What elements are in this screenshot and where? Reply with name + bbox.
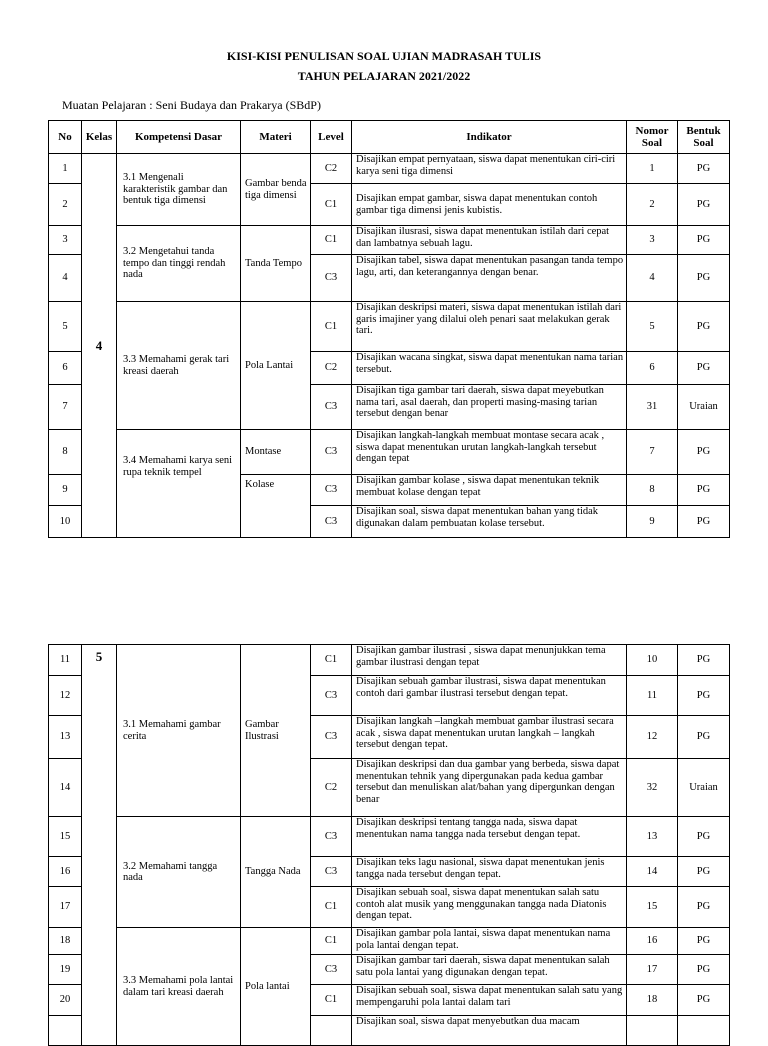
cell-no: 10 xyxy=(49,506,82,538)
cell-nomor-soal: 2 xyxy=(627,184,678,226)
header-row xyxy=(49,121,730,154)
cell-indikator: Disajikan gambar ilustrasi , siswa dapat menunjukkan tema gambar ilustrasi dengan tepat xyxy=(352,645,627,676)
cell-no: 16 xyxy=(49,857,82,887)
cell-indikator: Disajikan langkah –langkah membuat gambar ilustrasi secara acak , siswa dapat menentukan urutan langkah – langkah tersebut dengan tepat. xyxy=(352,716,627,759)
cell-nomor-soal: 32 xyxy=(627,759,678,817)
cell-kompetensi-dasar: 3.3 Memahami gerak tari kreasi daerah xyxy=(117,302,241,430)
header-level: Level xyxy=(311,121,352,154)
cell-nomor-soal: 3 xyxy=(627,226,678,255)
subject-line: Muatan Pelajaran : Seni Budaya dan Prakarya (SBdP) xyxy=(62,98,321,112)
cell-no: 11 xyxy=(49,645,82,676)
header-indikator: Indikator xyxy=(352,121,627,154)
header-bentuk-soal: Bentuk Soal xyxy=(678,121,730,154)
cell-nomor-soal: 16 xyxy=(627,928,678,955)
cell-materi: Tangga Nada xyxy=(241,817,311,928)
cell-bentuk-soal: PG xyxy=(678,255,730,302)
cell-no: 3 xyxy=(49,226,82,255)
cell-no: 4 xyxy=(49,255,82,302)
cell-level: C3 xyxy=(311,475,352,506)
cell-no: 17 xyxy=(49,887,82,928)
cell-level xyxy=(311,1016,352,1046)
cell-bentuk-soal: PG xyxy=(678,985,730,1016)
cell-no: 2 xyxy=(49,184,82,226)
cell-indikator: Disajikan gambar tari daerah, siswa dapat menentukan salah satu pola lantai yang digunakan dengan tepat. xyxy=(352,955,627,985)
cell-level: C3 xyxy=(311,255,352,302)
table-row xyxy=(49,154,730,184)
cell-kompetensi-dasar: 3.4 Memahami karya seni rupa teknik tempel xyxy=(117,430,241,538)
table-row xyxy=(49,645,730,676)
cell-nomor-soal: 11 xyxy=(627,676,678,716)
header-materi: Materi xyxy=(241,121,311,154)
cell-bentuk-soal xyxy=(678,1016,730,1046)
cell-bentuk-soal: PG xyxy=(678,430,730,475)
cell-materi: Pola Lantai xyxy=(241,302,311,430)
cell-no: 1 xyxy=(49,154,82,184)
cell-bentuk-soal: PG xyxy=(678,817,730,857)
cell-indikator: Disajikan gambar kolase , siswa dapat menentukan teknik membuat kolase dengan tepat xyxy=(352,475,627,506)
cell-materi: Montase xyxy=(241,430,311,475)
cell-level: C3 xyxy=(311,955,352,985)
cell-level: C1 xyxy=(311,226,352,255)
cell-level: C2 xyxy=(311,759,352,817)
cell-kompetensi-dasar: 3.1 Mengenali karakteristik gambar dan bentuk tiga dimensi xyxy=(117,154,241,226)
cell-level: C1 xyxy=(311,302,352,352)
cell-level: C1 xyxy=(311,645,352,676)
cell-indikator: Disajikan sebuah soal, siswa dapat menentukan salah satu yang mempengaruhi pola lantai dalam tari xyxy=(352,985,627,1016)
table-row xyxy=(49,817,730,857)
cell-bentuk-soal: PG xyxy=(678,154,730,184)
cell-indikator: Disajikan deskripsi materi, siswa dapat menentukan istilah dari garis imajiner yang dilalui oleh penari saat melakukan gerak tari. xyxy=(352,302,627,352)
cell-bentuk-soal: PG xyxy=(678,716,730,759)
cell-nomor-soal: 1 xyxy=(627,154,678,184)
cell-nomor-soal: 13 xyxy=(627,817,678,857)
cell-bentuk-soal: PG xyxy=(678,857,730,887)
header-kelas: Kelas xyxy=(82,121,117,154)
cell-level: C1 xyxy=(311,985,352,1016)
cell-indikator: Disajikan deskripsi dan dua gambar yang berbeda, siswa dapat menentukan tehnik yang dipergunakan pada kedua gambar tersebut dan menuliskan alat/bahan yang dipergunkan dengan benar xyxy=(352,759,627,817)
cell-bentuk-soal: PG xyxy=(678,184,730,226)
cell-level: C2 xyxy=(311,352,352,385)
cell-nomor-soal: 12 xyxy=(627,716,678,759)
cell-level: C1 xyxy=(311,184,352,226)
cell-indikator: Disajikan empat gambar, siswa dapat menentukan contoh gambar tiga dimensi jenis kubistis. xyxy=(352,184,627,226)
cell-bentuk-soal: PG xyxy=(678,955,730,985)
cell-bentuk-soal: PG xyxy=(678,928,730,955)
cell-level: C3 xyxy=(311,676,352,716)
cell-level: C3 xyxy=(311,430,352,475)
cell-no: 13 xyxy=(49,716,82,759)
cell-level: C3 xyxy=(311,857,352,887)
cell-level: C2 xyxy=(311,154,352,184)
cell-materi: Kolase xyxy=(241,475,311,538)
kisi-table-kelas-5 xyxy=(48,644,730,1046)
cell-indikator: Disajikan langkah-langkah membuat montase secara acak , siswa dapat menentukan urutan langkah-langkah tersebut dengan tepat xyxy=(352,430,627,475)
table-row xyxy=(49,302,730,352)
cell-indikator: Disajikan teks lagu nasional, siswa dapat menentukan jenis tangga nada tersebut dengan tepat. xyxy=(352,857,627,887)
cell-kelas: 5 xyxy=(82,645,117,1046)
cell-no: 20 xyxy=(49,985,82,1016)
document-year: TAHUN PELAJARAN 2021/2022 xyxy=(297,69,471,83)
cell-bentuk-soal: PG xyxy=(678,226,730,255)
kisi-table-kelas-4 xyxy=(48,120,730,538)
header-nomor-soal: Nomor Soal xyxy=(627,121,678,154)
cell-materi: Pola lantai xyxy=(241,928,311,1046)
cell-no: 18 xyxy=(49,928,82,955)
cell-bentuk-soal: PG xyxy=(678,302,730,352)
cell-nomor-soal: 31 xyxy=(627,385,678,430)
document-title: KISI-KISI PENULISAN SOAL UJIAN MADRASAH TULIS xyxy=(226,49,542,63)
cell-level: C3 xyxy=(311,385,352,430)
table-row xyxy=(49,928,730,955)
cell-nomor-soal: 5 xyxy=(627,302,678,352)
cell-bentuk-soal: PG xyxy=(678,506,730,538)
cell-kompetensi-dasar: 3.2 Memahami tangga nada xyxy=(117,817,241,928)
cell-no: 8 xyxy=(49,430,82,475)
cell-nomor-soal: 7 xyxy=(627,430,678,475)
cell-nomor-soal: 9 xyxy=(627,506,678,538)
cell-indikator: Disajikan empat pernyataan, siswa dapat menentukan ciri-ciri karya seni tiga dimensi xyxy=(352,154,627,184)
cell-indikator: Disajikan gambar pola lantai, siswa dapat menentukan nama pola lantai dengan tepat. xyxy=(352,928,627,955)
cell-indikator: Disajikan tabel, siswa dapat menentukan pasangan tanda tempo lagu, arti, dan keterangannya dengan benar. xyxy=(352,255,627,302)
cell-nomor-soal: 15 xyxy=(627,887,678,928)
cell-kompetensi-dasar: 3.2 Mengetahui tanda tempo dan tinggi rendah nada xyxy=(117,226,241,302)
cell-level: C1 xyxy=(311,928,352,955)
cell-kelas: 4 xyxy=(82,154,117,538)
cell-nomor-soal: 8 xyxy=(627,475,678,506)
cell-level: C1 xyxy=(311,887,352,928)
cell-nomor-soal: 17 xyxy=(627,955,678,985)
cell-bentuk-soal: Uraian xyxy=(678,385,730,430)
cell-nomor-soal: 10 xyxy=(627,645,678,676)
cell-no xyxy=(49,1016,82,1046)
cell-nomor-soal xyxy=(627,1016,678,1046)
cell-no: 19 xyxy=(49,955,82,985)
cell-no: 5 xyxy=(49,302,82,352)
cell-indikator: Disajikan tiga gambar tari daerah, siswa dapat meyebutkan nama tari, asal daerah, dan properti masing-masing tarian tersebut dengan benar xyxy=(352,385,627,430)
cell-indikator: Disajikan soal, siswa dapat menyebutkan dua macam xyxy=(352,1016,627,1046)
cell-no: 15 xyxy=(49,817,82,857)
cell-no: 6 xyxy=(49,352,82,385)
cell-materi: Gambar Ilustrasi xyxy=(241,645,311,817)
cell-no: 14 xyxy=(49,759,82,817)
cell-no: 7 xyxy=(49,385,82,430)
cell-materi: Gambar benda tiga dimensi xyxy=(241,154,311,226)
cell-materi: Tanda Tempo xyxy=(241,226,311,302)
cell-kompetensi-dasar: 3.1 Memahami gambar cerita xyxy=(117,645,241,817)
cell-indikator: Disajikan soal, siswa dapat menentukan bahan yang tidak digunakan dalam pembuatan kolase tersebut. xyxy=(352,506,627,538)
cell-indikator: Disajikan deskripsi tentang tangga nada, siswa dapat menentukan nama tangga nada tersebut dengan tepat. xyxy=(352,817,627,857)
cell-nomor-soal: 6 xyxy=(627,352,678,385)
cell-bentuk-soal: PG xyxy=(678,645,730,676)
cell-indikator: Disajikan sebuah gambar ilustrasi, siswa dapat menentukan contoh dari gambar ilustrasi tersebut dengan tepat. xyxy=(352,676,627,716)
cell-bentuk-soal: PG xyxy=(678,475,730,506)
cell-nomor-soal: 14 xyxy=(627,857,678,887)
cell-indikator: Disajikan sebuah soal, siswa dapat menentukan salah satu contoh alat musik yang menggunakan tangga nada Diatonis dengan tepat. xyxy=(352,887,627,928)
cell-indikator: Disajikan ilusrasi, siswa dapat menentukan istilah dari cepat dan lambatnya sebuah lagu. xyxy=(352,226,627,255)
table-row xyxy=(49,430,730,475)
cell-indikator: Disajikan wacana singkat, siswa dapat menentukan nama tarian tersebut. xyxy=(352,352,627,385)
cell-bentuk-soal: PG xyxy=(678,352,730,385)
cell-level: C3 xyxy=(311,716,352,759)
header-kompetensi-dasar: Kompetensi Dasar xyxy=(117,121,241,154)
cell-no: 9 xyxy=(49,475,82,506)
header-no: No xyxy=(49,121,82,154)
table-row xyxy=(49,226,730,255)
cell-nomor-soal: 18 xyxy=(627,985,678,1016)
cell-level: C3 xyxy=(311,817,352,857)
cell-kompetensi-dasar: 3.3 Memahami pola lantai dalam tari kreasi daerah xyxy=(117,928,241,1046)
cell-bentuk-soal: PG xyxy=(678,676,730,716)
cell-no: 12 xyxy=(49,676,82,716)
cell-bentuk-soal: Uraian xyxy=(678,759,730,817)
cell-nomor-soal: 4 xyxy=(627,255,678,302)
cell-level: C3 xyxy=(311,506,352,538)
cell-bentuk-soal: PG xyxy=(678,887,730,928)
